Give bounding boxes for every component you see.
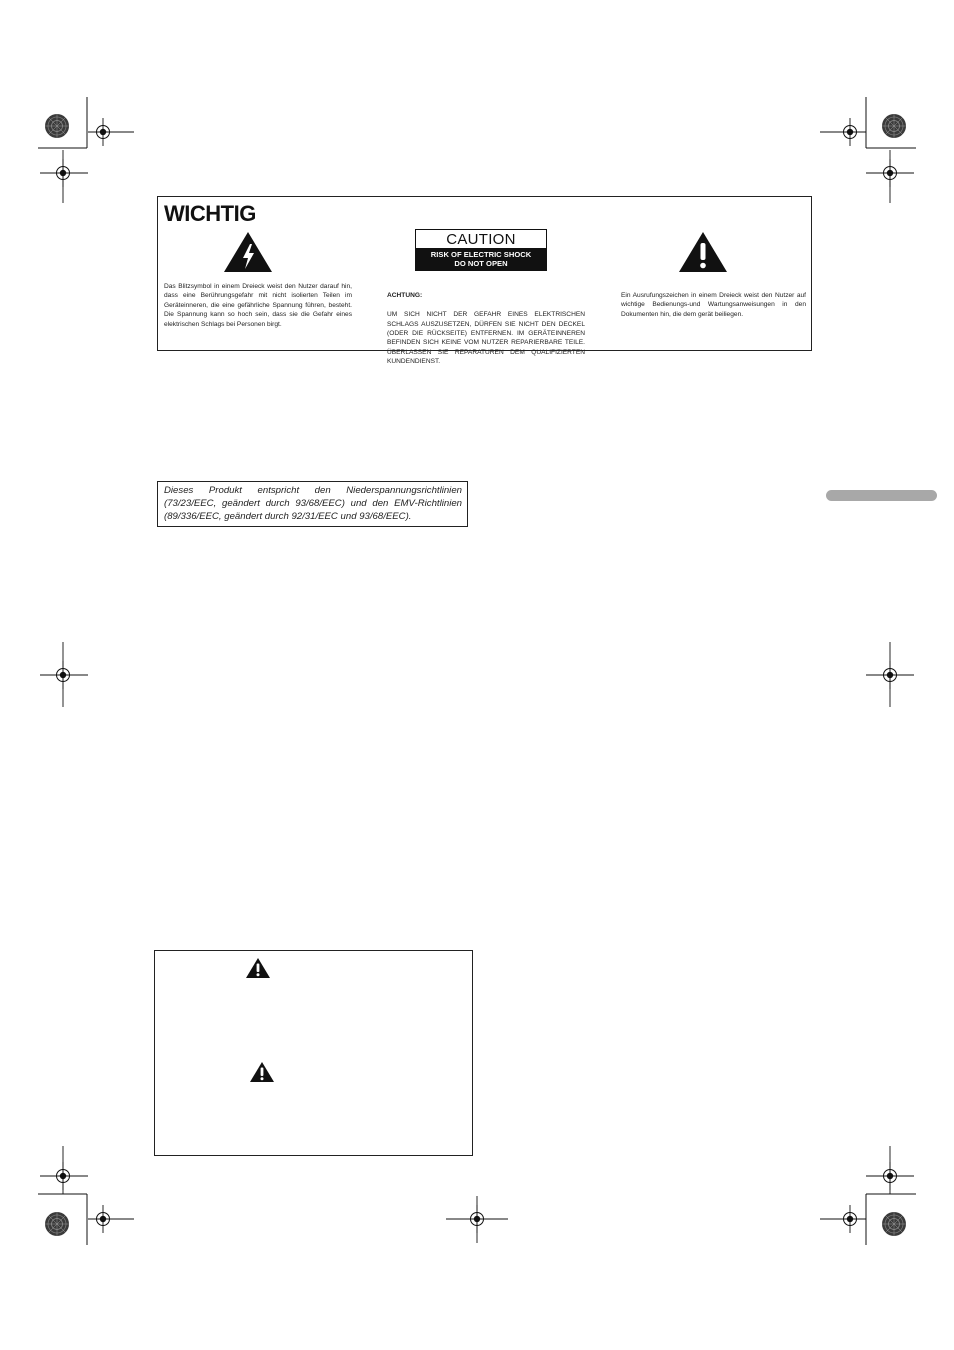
printer-color-target-icon xyxy=(45,1212,69,1236)
exclamation-symbol-explanation: Ein Ausrufungszeichen in einem Dreieck weist den Nutzer auf wichtige Bedienungs-und Wartungsanweisungen in den Dokumenten hin, die dem gerät beiliegen. xyxy=(621,292,806,318)
caution-line-2: DO NOT OPEN xyxy=(454,259,508,268)
wichtig-safety-box xyxy=(157,196,812,366)
conformity-box xyxy=(157,481,468,527)
warning-box xyxy=(154,950,473,1156)
achtung-heading: ACHTUNG: xyxy=(387,292,423,300)
section-side-tab xyxy=(826,490,937,501)
wichtig-title: WICHTIG xyxy=(164,201,256,226)
printer-color-target-icon xyxy=(882,1212,906,1236)
conformity-statement: Dieses Produkt entspricht den Niederspannungsrichtlinien (73/23/EEC, geändert durch 93/68/EEC) und den EMV-Richtlinien (89/336/EEC, geändert durch 92/31/EEC und 93/68/EEC). xyxy=(164,485,462,522)
caution-label xyxy=(415,229,547,271)
lightning-symbol-explanation: Das Blitzsymbol in einem Dreieck weist den Nutzer darauf hin, dass eine Berührungsgefahr mit nicht isolierten Teilen im Geräteinneren, die eine gefährliche Spannung führen, besteht. Die Spannung kann so hoch sein, dass sie die Gefahr eines elektrischen Schlags bei Personen birgt. xyxy=(164,283,352,328)
exclamation-warning-triangle-icon xyxy=(249,1061,275,1083)
printer-color-target-icon xyxy=(45,114,69,138)
caution-shock-strip xyxy=(416,248,546,270)
caution-line-1: RISK OF ELECTRIC SHOCK xyxy=(430,250,532,259)
exclamation-warning-triangle-icon xyxy=(245,957,271,979)
caution-word: CAUTION xyxy=(446,231,516,248)
printer-color-target-icon xyxy=(882,114,906,138)
achtung-text: UM SICH NICHT DER GEFAHR EINES ELEKTRISCHEN SCHLAGS AUSZUSETZEN, DÜRFEN SIE NICHT DEN DECKEL (ODER DIE RÜCKSEITE) ENTFERNEN. IM GERÄTEINNEREN BEFINDEN SICH KEINE VOM NUTZER REPARIERBARE TEILE. ÜBERLASSEN SIE REPARATUREN DEM QUALIFIZIERTEN KUNDENDIENST. xyxy=(387,311,585,366)
lightning-warning-triangle-icon xyxy=(223,231,273,273)
achtung-warning xyxy=(387,282,585,367)
exclamation-warning-triangle-icon xyxy=(678,231,728,273)
